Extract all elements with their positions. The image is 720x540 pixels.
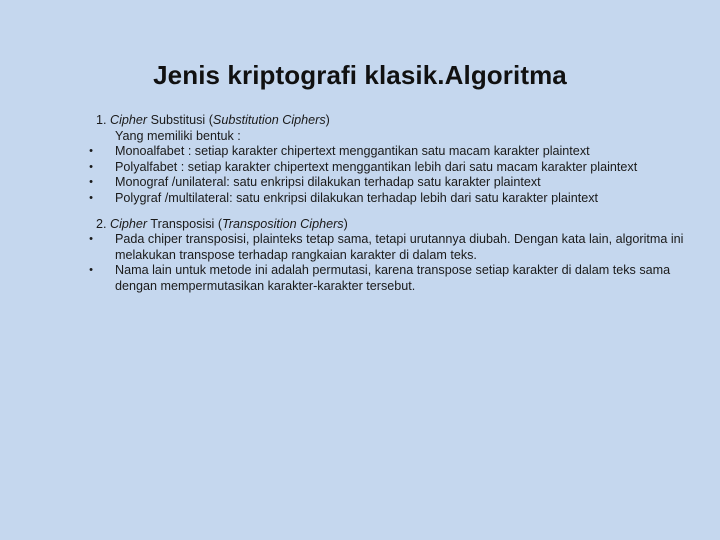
bullet-icon: • bbox=[89, 264, 93, 277]
list-item bbox=[86, 144, 686, 160]
list-item-text: Polyalfabet : setiap karakter chipertext menggantikan lebih dari satu macam karakter plaintext bbox=[115, 159, 638, 174]
section-number: 2. bbox=[96, 216, 107, 231]
bullet-icon: • bbox=[89, 233, 93, 246]
section-heading bbox=[86, 217, 686, 233]
list-item bbox=[86, 232, 686, 263]
heading-italic-english: Transposition Ciphers bbox=[222, 216, 344, 231]
heading-text: Transposisi ( bbox=[147, 216, 223, 231]
list-item-text: Monograf /unilateral: satu enkripsi dilakukan terhadap satu karakter plaintext bbox=[115, 175, 541, 190]
section-heading bbox=[86, 113, 686, 129]
list-item-text: Pada chiper transposisi, plainteks tetap sama, tetapi urutannya diubah. Dengan kata lain, algoritma ini melakukan transpose terhadap rangkaian karakter di dalam teks. bbox=[115, 232, 684, 262]
section-number: 1. bbox=[96, 113, 107, 127]
list-item bbox=[86, 191, 686, 207]
heading-italic-english: Substitution Ciphers bbox=[212, 113, 326, 127]
bullet-list bbox=[86, 144, 686, 206]
bullet-icon: • bbox=[89, 176, 93, 189]
section-substitution bbox=[86, 113, 686, 207]
section-transposition bbox=[86, 217, 686, 295]
bullet-icon: • bbox=[89, 145, 93, 158]
list-item-text: Nama lain untuk metode ini adalah permutasi, karena transpose setiap karakter di dalam teks sama dengan mempermutasikan karakter-karakter tersebut. bbox=[115, 263, 671, 293]
section-intro: Yang memiliki bentuk : bbox=[115, 128, 241, 143]
heading-italic-cipher: Cipher bbox=[110, 113, 148, 127]
bullet-icon: • bbox=[89, 160, 93, 173]
list-item bbox=[86, 263, 686, 294]
slide-title: Jenis kriptografi klasik.Algoritma bbox=[153, 60, 567, 90]
bullet-icon: • bbox=[89, 191, 93, 204]
list-item-text: Monoalfabet : setiap karakter chipertext menggantikan satu macam karakter plaintext bbox=[115, 144, 590, 159]
heading-text: Substitusi ( bbox=[147, 113, 213, 127]
heading-italic-cipher: Cipher bbox=[110, 216, 148, 231]
heading-close: ) bbox=[325, 113, 330, 127]
list-item-text: Polygraf /multilateral: satu enkripsi dilakukan terhadap lebih dari satu karakter plaintext bbox=[115, 190, 599, 205]
bullet-list bbox=[86, 232, 686, 294]
slide-content bbox=[86, 113, 686, 295]
list-item bbox=[86, 160, 686, 176]
heading-close: ) bbox=[343, 216, 348, 231]
list-item bbox=[86, 175, 686, 191]
